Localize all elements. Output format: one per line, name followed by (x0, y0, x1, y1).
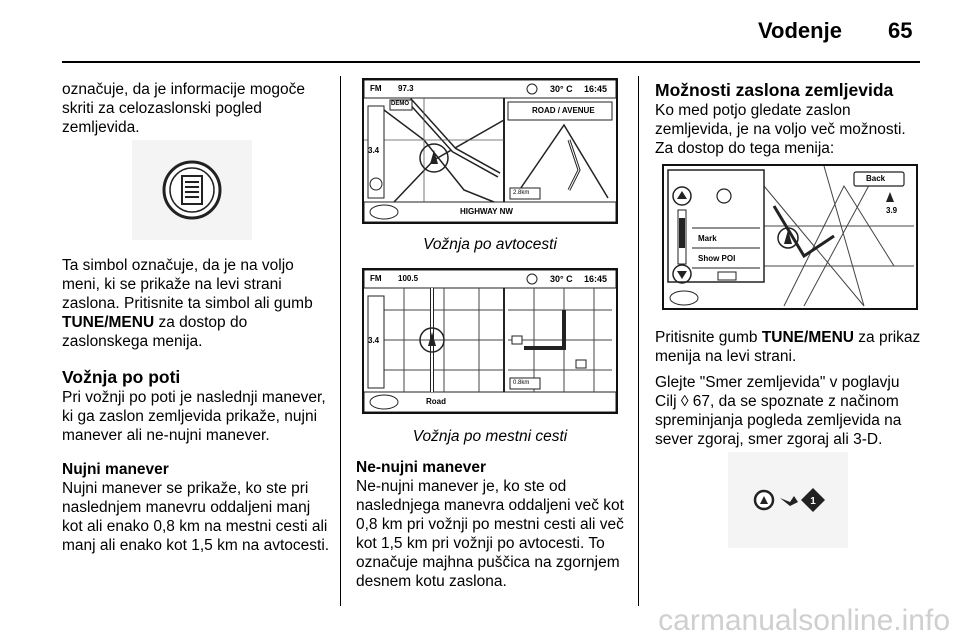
intro-text: označuje, da je informacije mogoče skriti za celozaslonski pogled zemljevida. (62, 81, 305, 136)
map1-demo-label: DEMO (391, 101, 409, 107)
svg-text:1: 1 (810, 496, 816, 507)
map-options-text: Ko med potjo gledate zaslon zemljevida, je na voljo več možnosti. Za dostop do tega menija: (655, 102, 906, 157)
map-options-heading: Možnosti zaslona zemljevida (655, 80, 894, 100)
column-divider-2 (638, 76, 639, 606)
map2-frequency: 100.5 (398, 274, 419, 283)
map1-left-distance: 3.4 (368, 146, 380, 155)
column-3-top (655, 80, 925, 158)
column-2-body (356, 458, 632, 591)
map2-temperature: 30° C (550, 274, 573, 284)
page-number: 65 (888, 18, 913, 43)
map1-distance-box: 2.8km (513, 190, 530, 196)
map-direction-reference: Glejte "Smer zemljevida" v poglavju Cilj ◊ 67, da se spoznate z načinom spreminjanja pogleda zemljevida na sever zgoraj, smer zgoraj ali 3-D. (655, 374, 902, 448)
map1-road-name: ROAD / AVENUE (532, 106, 595, 115)
compass-arrow-icon (728, 452, 848, 548)
city-caption: Vožnja po mestni cesti (412, 428, 568, 445)
route-driving-text: Pri vožnji po poti je naslednji manever, ki ga zaslon zemljevida prikaže, nujni manever ali ne-nujni manever. (62, 389, 326, 444)
urgent-maneuver-heading: Nujni manever (62, 461, 169, 478)
tune-menu-label-2: TUNE/MENU (761, 329, 854, 346)
map2-distance-box: 0.8km (513, 380, 530, 386)
column-1 (62, 80, 332, 137)
map2-band: FM (370, 274, 382, 283)
mark-menu-item[interactable]: Mark (698, 234, 717, 243)
column-1-body (62, 256, 334, 555)
map1-street-name: HIGHWAY NW (460, 207, 513, 216)
column-3-body (655, 328, 925, 449)
route-driving-heading: Vožnja po poti (62, 367, 181, 387)
watermark: carmanualsonline.info (658, 604, 950, 637)
tune-menu-instruction: Pritisnite gumb TUNE/MENU za prikaz menija na levi strani. (655, 329, 921, 365)
show-poi-menu-item[interactable]: Show POI (698, 254, 736, 263)
back-button[interactable]: Back (866, 174, 886, 183)
map1-temperature: 30° C (550, 84, 573, 94)
column-divider-1 (340, 76, 341, 606)
highway-map-screen (362, 78, 618, 224)
header-title: Vodenje (758, 18, 842, 43)
map2-left-distance: 3.4 (368, 336, 380, 345)
map3-distance: 3.9 (886, 206, 898, 215)
menu-description: Ta simbol označuje, da je na voljo meni, ki se prikaže na levi strani zaslona. Pritisnite ta simbol ali gumb TUNE/MENU za dostop do zaslonskega menija. (62, 257, 313, 350)
map1-band: FM (370, 84, 382, 93)
map1-frequency: 97.3 (398, 84, 414, 93)
tune-menu-label: TUNE/MENU (62, 314, 155, 331)
urgent-maneuver-text: Nujni manever se prikaže, ko ste pri naslednjem manevru oddaljeni manj kot ali enako 0,8 km na mestni cesti ali manj ali enako kot 1,5 km na avtocesti. (62, 480, 330, 554)
city-map-screen (362, 268, 618, 414)
highway-caption: Vožnja po avtocesti (423, 236, 557, 253)
non-urgent-maneuver-heading: Ne-nujni manever (356, 459, 487, 476)
map2-street-name: Road (426, 397, 446, 406)
header-rule (62, 61, 920, 63)
map-menu-screen (662, 164, 918, 310)
non-urgent-maneuver-text: Ne-nujni manever je, ko ste od naslednjega manevra oddaljeni več kot 0,8 km pri vožnji po mestni cesti ali več kot 1,5 km pri vožnji po avtocesti. To označuje majhna puščica na zgornjem desnem kotu zaslona. (356, 478, 624, 590)
map1-time: 16:45 (584, 84, 608, 94)
menu-list-icon (132, 140, 252, 240)
map2-time: 16:45 (584, 274, 608, 284)
